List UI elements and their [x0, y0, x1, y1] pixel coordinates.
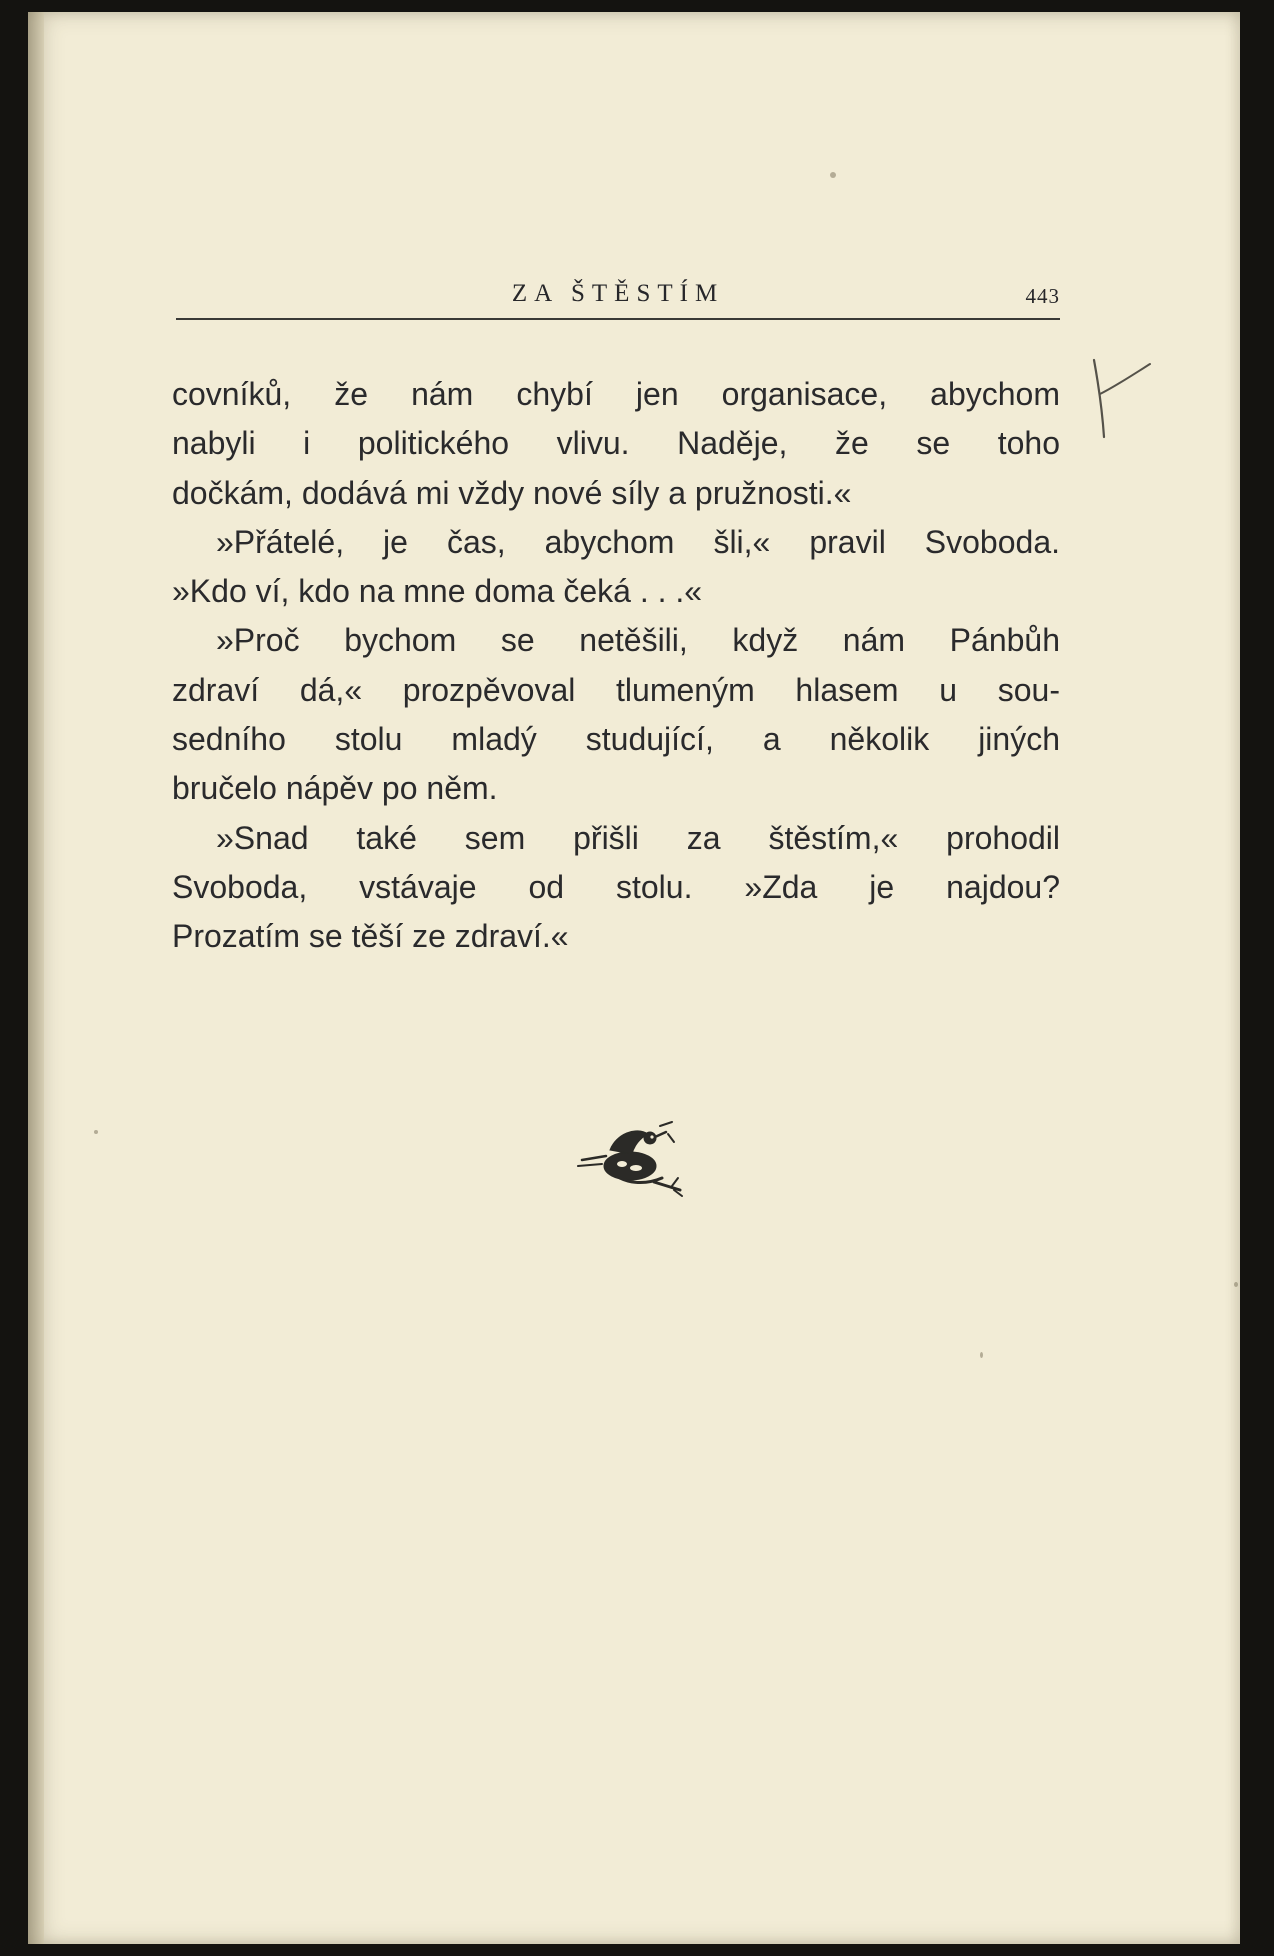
paper-speck: [830, 172, 836, 178]
page-gutter-shadow: [28, 12, 44, 1944]
paper-speck: [1234, 1282, 1238, 1287]
text-line: dočkám, dodává mi vždy nové síly a pružnosti.«: [172, 474, 852, 511]
pencil-mark-icon: [1086, 352, 1156, 442]
running-head: [176, 274, 1060, 320]
running-head-title: ZA ŠTĚSTÍM: [511, 280, 725, 307]
text-line: zdraví dá,« prozpěvoval tlumeným hlasem u sou-: [172, 671, 1060, 708]
book-page: [28, 12, 1240, 1944]
text-line: »Kdo ví, kdo na mne doma čeká . . .«: [172, 573, 703, 610]
text-line: sedního stolu mladý studující, a několik jiných: [172, 721, 1060, 758]
body-text: [172, 370, 1060, 962]
bird-nest-vignette-icon: [576, 1120, 688, 1198]
text-line: »Přátelé, je čas, abychom šli,« pravil Svoboda.: [216, 523, 1060, 560]
text-line: nabyli i politického vlivu. Naděje, že se toho: [172, 425, 1060, 462]
text-line: bručelo nápěv po něm.: [172, 770, 498, 807]
text-line: Prozatím se těší ze zdraví.«: [172, 918, 569, 955]
text-line: »Snad také sem přišli za štěstím,« prohodil: [216, 819, 1060, 856]
text-line: covníků, že nám chybí jen organisace, abychom: [172, 376, 1060, 412]
text-line: »Proč bychom se netěšili, když nám Pánbůh: [216, 622, 1060, 659]
page-number: 443: [1025, 284, 1060, 308]
text-line: Svoboda, vstávaje od stolu. »Zda je najdou?: [172, 868, 1060, 905]
paper-speck: [94, 1130, 98, 1134]
paper-speck: [980, 1352, 983, 1358]
